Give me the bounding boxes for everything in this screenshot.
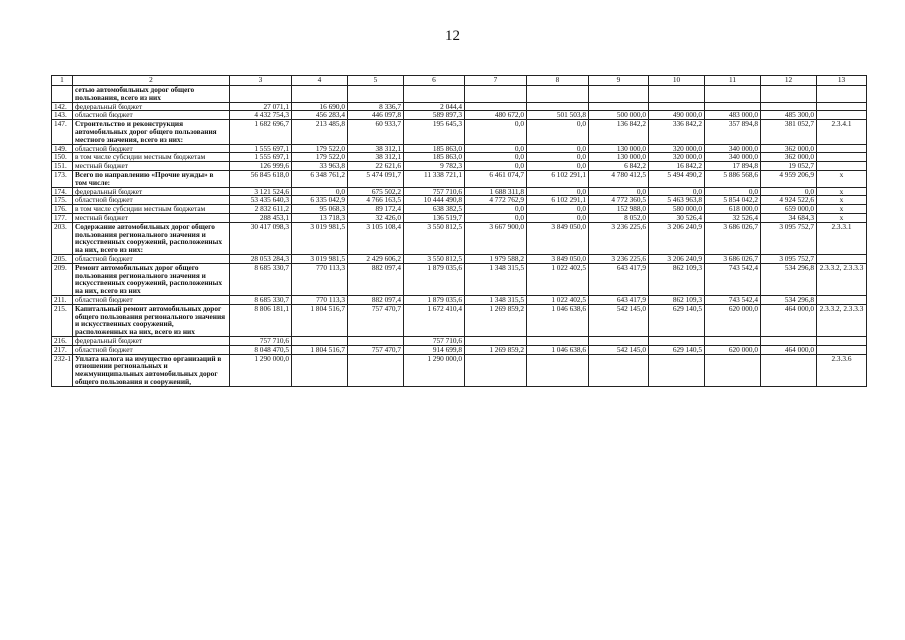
amount-cell: 483 000,0 [705,111,761,120]
table-body [52,76,867,387]
amount-cell [292,354,348,386]
row-number: 232-1 [52,354,73,386]
amount-cell: 629 140,5 [649,345,705,354]
amount-cell: 480 672,0 [465,111,527,120]
amount-cell: 336 842,2 [649,120,705,144]
amount-cell: 179 522,0 [292,153,348,162]
amount-cell: 580 000,0 [649,205,705,214]
amount-cell: 2 832 611,2 [230,205,292,214]
amount-cell [348,354,404,386]
amount-cell [705,336,761,345]
amount-cell: 542 145,0 [589,345,649,354]
amount-cell: 8 685 330,7 [230,295,292,304]
amount-cell: 28 053 284,3 [230,254,292,263]
row-description: областной бюджет [73,345,230,354]
row-description: Капитальный ремонт автомобильных дорог общего пользования регионального значения и искусственных сооружений, расположенных на них, всего из них [73,304,230,336]
amount-cell: 185 863,0 [404,153,465,162]
amount-cell: 1 290 000,0 [404,354,465,386]
row-description: в том числе субсидии местным бюджетам [73,153,230,162]
amount-cell: 757 710,6 [404,187,465,196]
amount-cell: 1 804 516,7 [292,304,348,336]
amount-cell [465,86,527,103]
row-number: 147. [52,120,73,144]
amount-cell: 0,0 [465,162,527,171]
amount-cell: 757 470,7 [348,345,404,354]
row-number: 216. [52,336,73,345]
amount-cell: 13 718,3 [292,213,348,222]
amount-cell: 0,0 [527,213,589,222]
amount-cell: 446 097,8 [348,111,404,120]
table-row [52,144,867,153]
amount-cell: 0,0 [465,213,527,222]
amount-cell: 0,0 [465,144,527,153]
row-description: федеральный бюджет [73,187,230,196]
amount-cell: 882 097,4 [348,295,404,304]
amount-cell: 1 688 311,8 [465,187,527,196]
amount-cell: 1 682 696,7 [230,120,292,144]
amount-cell: 357 894,8 [705,120,761,144]
measure-code [817,254,867,263]
amount-cell: 862 109,3 [649,295,705,304]
amount-cell: 53 435 640,3 [230,196,292,205]
amount-cell: 638 382,5 [404,205,465,214]
amount-cell: 60 933,7 [348,120,404,144]
table-row [52,213,867,222]
amount-cell: 914 699,8 [404,345,465,354]
table-row [52,170,867,187]
amount-cell: 1 804 516,7 [292,345,348,354]
column-number-header: 6 [404,76,465,86]
amount-cell [348,336,404,345]
amount-cell: 1 348 315,5 [465,295,527,304]
table-row [52,162,867,171]
measure-code [817,345,867,354]
amount-cell: 195 645,3 [404,120,465,144]
amount-cell: 1 022 402,5 [527,295,589,304]
amount-cell: 882 097,4 [348,263,404,295]
amount-cell [705,102,761,111]
table-row [52,295,867,304]
amount-cell: 1 879 035,6 [404,263,465,295]
amount-cell [589,336,649,345]
amount-cell: 757 710,6 [404,336,465,345]
amount-cell: 340 000,0 [705,144,761,153]
amount-cell: 38 312,1 [348,153,404,162]
amount-cell [761,354,817,386]
amount-cell [589,354,649,386]
table-row [52,187,867,196]
budget-table [51,75,867,387]
amount-cell: 4 959 206,9 [761,170,817,187]
amount-cell: 0,0 [527,120,589,144]
amount-cell: 8 806 181,1 [230,304,292,336]
amount-cell [465,354,527,386]
amount-cell [527,102,589,111]
amount-cell: 0,0 [465,153,527,162]
amount-cell: 5 463 963,8 [649,196,705,205]
amount-cell [527,336,589,345]
amount-cell: 0,0 [527,144,589,153]
amount-cell: 743 542,4 [705,295,761,304]
amount-cell: 1 269 859,2 [465,304,527,336]
row-number: 215. [52,304,73,336]
amount-cell: 16 842,2 [649,162,705,171]
amount-cell: 16 690,0 [292,102,348,111]
amount-cell: 1 555 697,1 [230,144,292,153]
amount-cell: 213 485,8 [292,120,348,144]
table-row [52,254,867,263]
measure-code [817,162,867,171]
amount-cell: 0,0 [761,187,817,196]
amount-cell: 0,0 [465,205,527,214]
amount-cell [465,336,527,345]
column-number-header: 13 [817,76,867,86]
amount-cell: 3 550 812,5 [404,222,465,254]
amount-cell: 3 667 900,0 [465,222,527,254]
amount-cell: 136 519,7 [404,213,465,222]
table-row [52,336,867,345]
row-number: 203. [52,222,73,254]
amount-cell: 3 019 981,5 [292,222,348,254]
measure-code [817,295,867,304]
table-row [52,111,867,120]
amount-cell: 3 849 050,0 [527,254,589,263]
amount-cell [589,86,649,103]
amount-cell: 3 121 524,6 [230,187,292,196]
amount-cell: 38 312,1 [348,144,404,153]
table-row [52,196,867,205]
amount-cell: 675 502,2 [348,187,404,196]
amount-cell: 1 555 697,1 [230,153,292,162]
amount-cell: 30 417 098,3 [230,222,292,254]
amount-cell: 620 000,0 [705,304,761,336]
row-number: 211. [52,295,73,304]
table-row [52,86,867,103]
amount-cell [404,86,465,103]
amount-cell: 320 000,0 [649,153,705,162]
measure-code: 2.3.4.1 [817,120,867,144]
row-number: 175. [52,196,73,205]
amount-cell: 179 522,0 [292,144,348,153]
amount-cell [649,354,705,386]
row-number: 173. [52,170,73,187]
row-number: 209. [52,263,73,295]
row-number: 217. [52,345,73,354]
amount-cell [348,86,404,103]
amount-cell: 6 335 042,9 [292,196,348,205]
table-row [52,153,867,162]
amount-cell: 185 863,0 [404,144,465,153]
amount-cell: 4 772 762,9 [465,196,527,205]
amount-cell: 136 842,2 [589,120,649,144]
amount-cell [649,336,705,345]
amount-cell: 0,0 [705,187,761,196]
amount-cell: 0,0 [527,162,589,171]
row-description: в том числе субсидии местным бюджетам [73,205,230,214]
amount-cell: 1 348 315,5 [465,263,527,295]
amount-cell: 4 766 163,5 [348,196,404,205]
amount-cell [230,86,292,103]
amount-cell: 501 503,8 [527,111,589,120]
amount-cell: 152 988,0 [589,205,649,214]
row-description: сетью автомобильных дорог общего пользования, всего из них [73,86,230,103]
row-number: 151. [52,162,73,171]
amount-cell: 288 453,1 [230,213,292,222]
measure-code: x [817,196,867,205]
row-description: федеральный бюджет [73,102,230,111]
column-number-header: 7 [465,76,527,86]
amount-cell [589,102,649,111]
row-description: Строительство и реконструкция автомобильных дорог общего пользования местного значения, всего из них: [73,120,230,144]
row-number: 176. [52,205,73,214]
amount-cell: 130 000,0 [589,153,649,162]
amount-cell: 4 432 754,3 [230,111,292,120]
amount-cell: 3 095 752,7 [761,254,817,263]
column-number-header: 1 [52,76,73,86]
amount-cell: 643 417,9 [589,295,649,304]
amount-cell: 30 526,4 [649,213,705,222]
amount-cell: 19 052,7 [761,162,817,171]
amount-cell: 6 348 761,2 [292,170,348,187]
amount-cell: 3 686 026,7 [705,222,761,254]
amount-cell: 534 296,8 [761,263,817,295]
amount-cell: 0,0 [589,187,649,196]
amount-cell [705,86,761,103]
amount-cell: 0,0 [527,187,589,196]
amount-cell: 4 780 412,5 [589,170,649,187]
amount-cell: 1 046 638,6 [527,345,589,354]
row-description: областной бюджет [73,111,230,120]
measure-code [817,144,867,153]
amount-cell: 56 845 618,0 [230,170,292,187]
measure-code [817,336,867,345]
amount-cell: 3 550 812,5 [404,254,465,263]
amount-cell: 89 172,4 [348,205,404,214]
amount-cell: 743 542,4 [705,263,761,295]
amount-cell: 5 886 568,6 [705,170,761,187]
amount-cell: 27 071,1 [230,102,292,111]
row-description: Содержание автомобильных дорог общего пользования регионального значения и искусственных сооружений, расположенных на них, всего из них: [73,222,230,254]
amount-cell: 500 000,0 [589,111,649,120]
amount-cell: 130 000,0 [589,144,649,153]
row-description: областной бюджет [73,254,230,263]
row-number: 177. [52,213,73,222]
row-number: 174. [52,187,73,196]
amount-cell: 620 000,0 [705,345,761,354]
amount-cell: 8 052,0 [589,213,649,222]
amount-cell [527,354,589,386]
amount-cell: 629 140,5 [649,304,705,336]
amount-cell [292,336,348,345]
amount-cell: 643 417,9 [589,263,649,295]
row-description: федеральный бюджет [73,336,230,345]
row-number: 150. [52,153,73,162]
column-number-header: 3 [230,76,292,86]
row-number: 143. [52,111,73,120]
amount-cell: 2 044,4 [404,102,465,111]
amount-cell [649,102,705,111]
amount-cell: 1 022 402,5 [527,263,589,295]
amount-cell: 464 000,0 [761,345,817,354]
amount-cell: 1 879 035,6 [404,295,465,304]
amount-cell: 589 897,3 [404,111,465,120]
column-number-header: 4 [292,76,348,86]
amount-cell [705,354,761,386]
amount-cell [649,86,705,103]
amount-cell: 3 105 108,4 [348,222,404,254]
amount-cell: 34 684,3 [761,213,817,222]
column-number-header: 5 [348,76,404,86]
amount-cell: 4 924 522,6 [761,196,817,205]
amount-cell: 11 338 721,1 [404,170,465,187]
measure-code: x [817,187,867,196]
column-number-header: 10 [649,76,705,86]
amount-cell: 3 206 240,9 [649,222,705,254]
amount-cell [465,102,527,111]
column-number-row [52,76,867,86]
measure-code [817,111,867,120]
amount-cell: 362 000,0 [761,144,817,153]
row-description: местный бюджет [73,162,230,171]
amount-cell: 6 102 291,1 [527,170,589,187]
amount-cell: 490 000,0 [649,111,705,120]
amount-cell: 9 782,3 [404,162,465,171]
row-number: 142. [52,102,73,111]
amount-cell: 659 000,0 [761,205,817,214]
measure-code: x [817,170,867,187]
amount-cell: 757 710,6 [230,336,292,345]
amount-cell: 3 236 225,6 [589,222,649,254]
amount-cell: 6 842,2 [589,162,649,171]
table-row [52,345,867,354]
amount-cell: 4 772 360,5 [589,196,649,205]
amount-cell [527,86,589,103]
amount-cell: 3 019 981,5 [292,254,348,263]
amount-cell: 8 336,7 [348,102,404,111]
column-number-header: 12 [761,76,817,86]
amount-cell: 3 849 050,0 [527,222,589,254]
row-description: областной бюджет [73,196,230,205]
amount-cell: 17 894,8 [705,162,761,171]
amount-cell: 5 474 091,7 [348,170,404,187]
amount-cell: 3 236 225,6 [589,254,649,263]
row-description: Всего по направлению «Прочие нужды» в том числе: [73,170,230,187]
amount-cell: 770 113,3 [292,263,348,295]
amount-cell [292,86,348,103]
amount-cell: 1 672 410,4 [404,304,465,336]
amount-cell: 3 686 026,7 [705,254,761,263]
measure-code: 2.3.3.2, 2.3.3.3 [817,304,867,336]
amount-cell [761,336,817,345]
amount-cell: 2 429 606,2 [348,254,404,263]
amount-cell [761,86,817,103]
amount-cell: 485 300,0 [761,111,817,120]
amount-cell: 1 269 859,2 [465,345,527,354]
measure-code [817,153,867,162]
table-row [52,102,867,111]
amount-cell: 5 494 490,2 [649,170,705,187]
row-number: 205. [52,254,73,263]
amount-cell: 32 426,0 [348,213,404,222]
amount-cell: 33 963,8 [292,162,348,171]
amount-cell: 770 113,3 [292,295,348,304]
row-number [52,86,73,103]
table-row [52,304,867,336]
row-description: Ремонт автомобильных дорог общего пользования регионального значения и искусственных сооружений, расположенных на них, всего из них [73,263,230,295]
amount-cell: 3 206 240,9 [649,254,705,263]
row-description: местный бюджет [73,213,230,222]
amount-cell: 22 621,6 [348,162,404,171]
amount-cell: 95 068,3 [292,205,348,214]
amount-cell: 534 296,8 [761,295,817,304]
amount-cell [761,102,817,111]
measure-code: x [817,213,867,222]
row-description: областной бюджет [73,295,230,304]
row-description: Уплата налога на имущество организаций в отношении региональных и межмуниципальных автомобильных дорог общего пользования и сооружений, [73,354,230,386]
column-number-header: 8 [527,76,589,86]
amount-cell: 8 048 470,5 [230,345,292,354]
amount-cell: 6 461 074,7 [465,170,527,187]
row-description: областной бюджет [73,144,230,153]
amount-cell: 618 000,0 [705,205,761,214]
amount-cell: 1 046 638,6 [527,304,589,336]
measure-code: x [817,205,867,214]
amount-cell: 1 290 000,0 [230,354,292,386]
measure-code: 2.3.3.2, 2.3.3.3 [817,263,867,295]
amount-cell: 5 854 042,2 [705,196,761,205]
amount-cell: 32 526,4 [705,213,761,222]
amount-cell: 1 979 588,2 [465,254,527,263]
amount-cell: 0,0 [292,187,348,196]
amount-cell: 0,0 [649,187,705,196]
amount-cell: 10 444 490,8 [404,196,465,205]
column-number-header: 2 [73,76,230,86]
amount-cell: 8 685 330,7 [230,263,292,295]
row-number: 149. [52,144,73,153]
measure-code [817,102,867,111]
table-row [52,222,867,254]
amount-cell: 464 000,0 [761,304,817,336]
amount-cell: 320 000,0 [649,144,705,153]
amount-cell: 456 283,4 [292,111,348,120]
amount-cell: 3 095 752,7 [761,222,817,254]
amount-cell: 381 052,7 [761,120,817,144]
amount-cell: 6 102 291,1 [527,196,589,205]
amount-cell: 757 470,7 [348,304,404,336]
table-row [52,205,867,214]
measure-code: 2.3.3.6 [817,354,867,386]
amount-cell: 862 109,3 [649,263,705,295]
table-row [52,120,867,144]
amount-cell: 542 145,0 [589,304,649,336]
table-row [52,354,867,386]
amount-cell: 0,0 [465,120,527,144]
table-row [52,263,867,295]
measure-code: 2.3.3.1 [817,222,867,254]
amount-cell: 0,0 [527,205,589,214]
measure-code [817,86,867,103]
amount-cell: 340 000,0 [705,153,761,162]
amount-cell: 126 999,6 [230,162,292,171]
page-number: 12 [445,28,460,44]
column-number-header: 11 [705,76,761,86]
column-number-header: 9 [589,76,649,86]
amount-cell: 0,0 [527,153,589,162]
amount-cell: 362 000,0 [761,153,817,162]
